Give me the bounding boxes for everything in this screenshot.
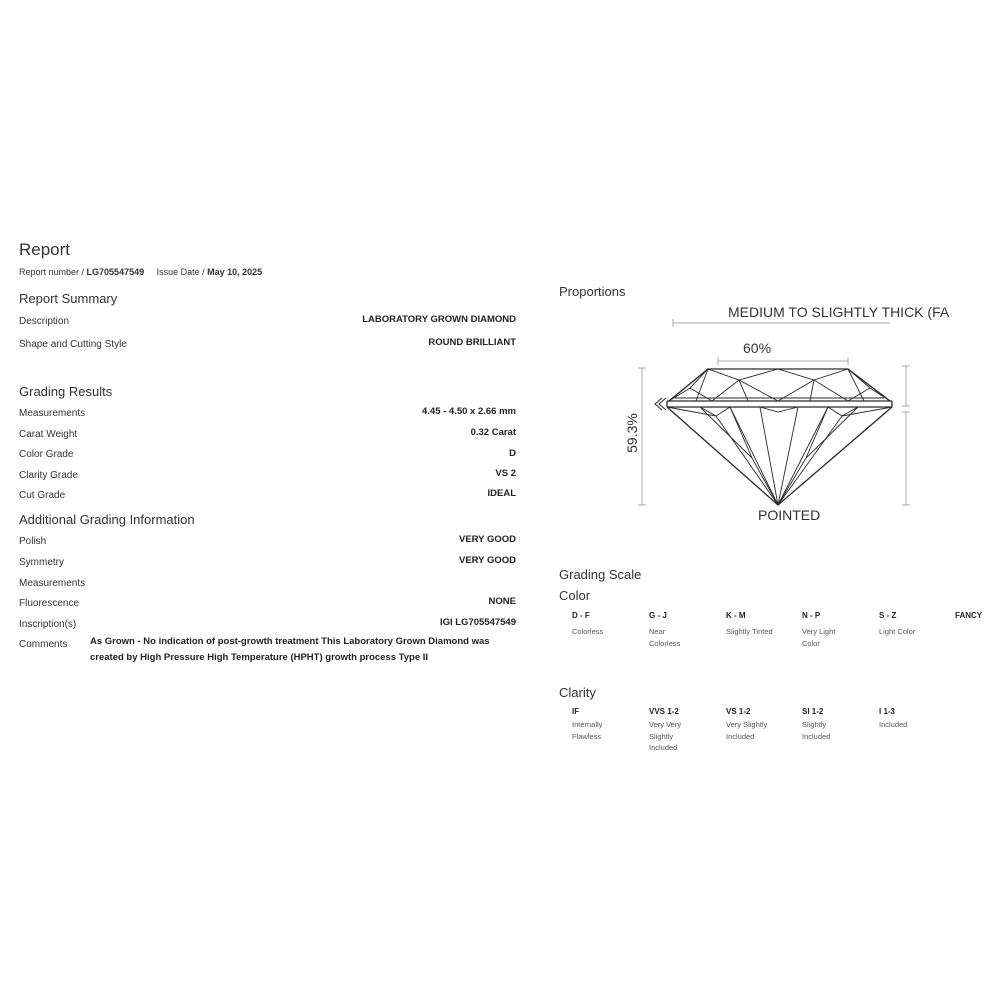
additional-label: Polish [19, 536, 47, 547]
clarity-scale-desc: Very Slightly Included [726, 720, 768, 741]
grading-label: Carat Weight [19, 429, 78, 440]
additional-value: VERY GOOD [458, 555, 516, 566]
grading-value: IDEAL [487, 488, 516, 499]
clarity-scale-code: SI 1-2 [802, 707, 824, 716]
color-scale-code: G - J [649, 611, 667, 620]
report-number-value: LG705547549 [86, 267, 145, 277]
table-percent-label: 60% [743, 340, 772, 356]
grading-label: Measurements [19, 408, 86, 419]
clarity-scale-code: I 1-3 [879, 707, 896, 716]
color-scale-desc: Very Light Color [802, 627, 836, 648]
additional-heading: Additional Grading Information [19, 512, 195, 527]
depth-percent-label: 59.3% [623, 413, 640, 453]
additional-label: Symmetry [19, 557, 64, 568]
girdle-label: MEDIUM TO SLIGHTLY THICK (FA [728, 304, 950, 320]
clarity-scale-desc: Slightly Included [802, 720, 831, 741]
grading-value: D [509, 448, 516, 459]
additional-value: IGI LG705547549 [439, 617, 516, 628]
color-scale-code: S - Z [879, 611, 897, 620]
issue-date-value: May 10, 2025 [207, 267, 263, 277]
color-scale-desc: Light Color [879, 627, 916, 636]
summary-label: Shape and Cutting Style [19, 339, 127, 350]
report-number-label: Report number / [19, 267, 85, 277]
depth-dimension-line [638, 368, 646, 505]
clarity-scale-code: VS 1-2 [726, 707, 751, 716]
color-scale-code: N - P [802, 611, 821, 620]
comments-label: Comments [19, 639, 68, 650]
clarity-scale-code: IF [572, 707, 580, 716]
summary-value: LABORATORY GROWN DIAMOND [362, 314, 516, 325]
table-dimension-line [718, 357, 848, 365]
additional-label: Fluorescence [19, 598, 80, 609]
grading-scale-heading: Grading Scale [559, 567, 642, 582]
grading-label: Clarity Grade [19, 470, 78, 481]
color-scale-desc: Colorless [572, 627, 604, 636]
proportions-heading: Proportions [559, 284, 626, 299]
clarity-scale-heading: Clarity [559, 685, 596, 700]
color-scale-code: K - M [726, 611, 746, 620]
summary-label: Description [19, 316, 70, 327]
color-scale-code: D - F [572, 611, 590, 620]
grading-value: 4.45 - 4.50 x 2.66 mm [421, 406, 516, 417]
clarity-scale-code: VVS 1-2 [649, 707, 679, 716]
summary-value: ROUND BRILLIANT [428, 337, 516, 348]
crown-facets [669, 369, 890, 401]
grading-value: 0.32 Carat [470, 427, 516, 438]
additional-value: VERY GOOD [458, 534, 516, 545]
report-title: Report [19, 240, 71, 259]
pavilion-facets [667, 407, 892, 505]
height-markers [902, 366, 910, 505]
grading-label: Color Grade [19, 449, 74, 460]
additional-value: NONE [488, 596, 516, 607]
girdle-dimension-line [673, 319, 890, 327]
clarity-scale-desc: Included [879, 720, 908, 729]
color-scale-code: FANCY [955, 611, 983, 620]
culet-label: POINTED [758, 507, 821, 523]
color-scale-desc: Near Colorless [649, 627, 681, 648]
issue-date-label: Issue Date / [156, 267, 205, 277]
summary-heading: Report Summary [19, 291, 118, 306]
clarity-scale-desc: Very Very Slightly Included [649, 720, 682, 752]
grading-label: Cut Grade [19, 490, 66, 501]
grading-value: VS 2 [495, 468, 516, 479]
clarity-scale-desc: Internally Flawless [572, 720, 603, 741]
grading-heading: Grading Results [19, 384, 113, 399]
comments-value: As Grown - No indication of post-growth treatment This Laboratory Grown Diamond was created by High Pressure High Temperature (HPHT) growth process Type II [90, 636, 490, 663]
color-scale-heading: Color [559, 588, 591, 603]
additional-label: Inscription(s) [19, 619, 77, 630]
color-scale-desc: Slightly Tinted [726, 627, 773, 636]
girdle-arrow-icon [655, 398, 666, 410]
additional-label: Measurements [19, 578, 86, 589]
